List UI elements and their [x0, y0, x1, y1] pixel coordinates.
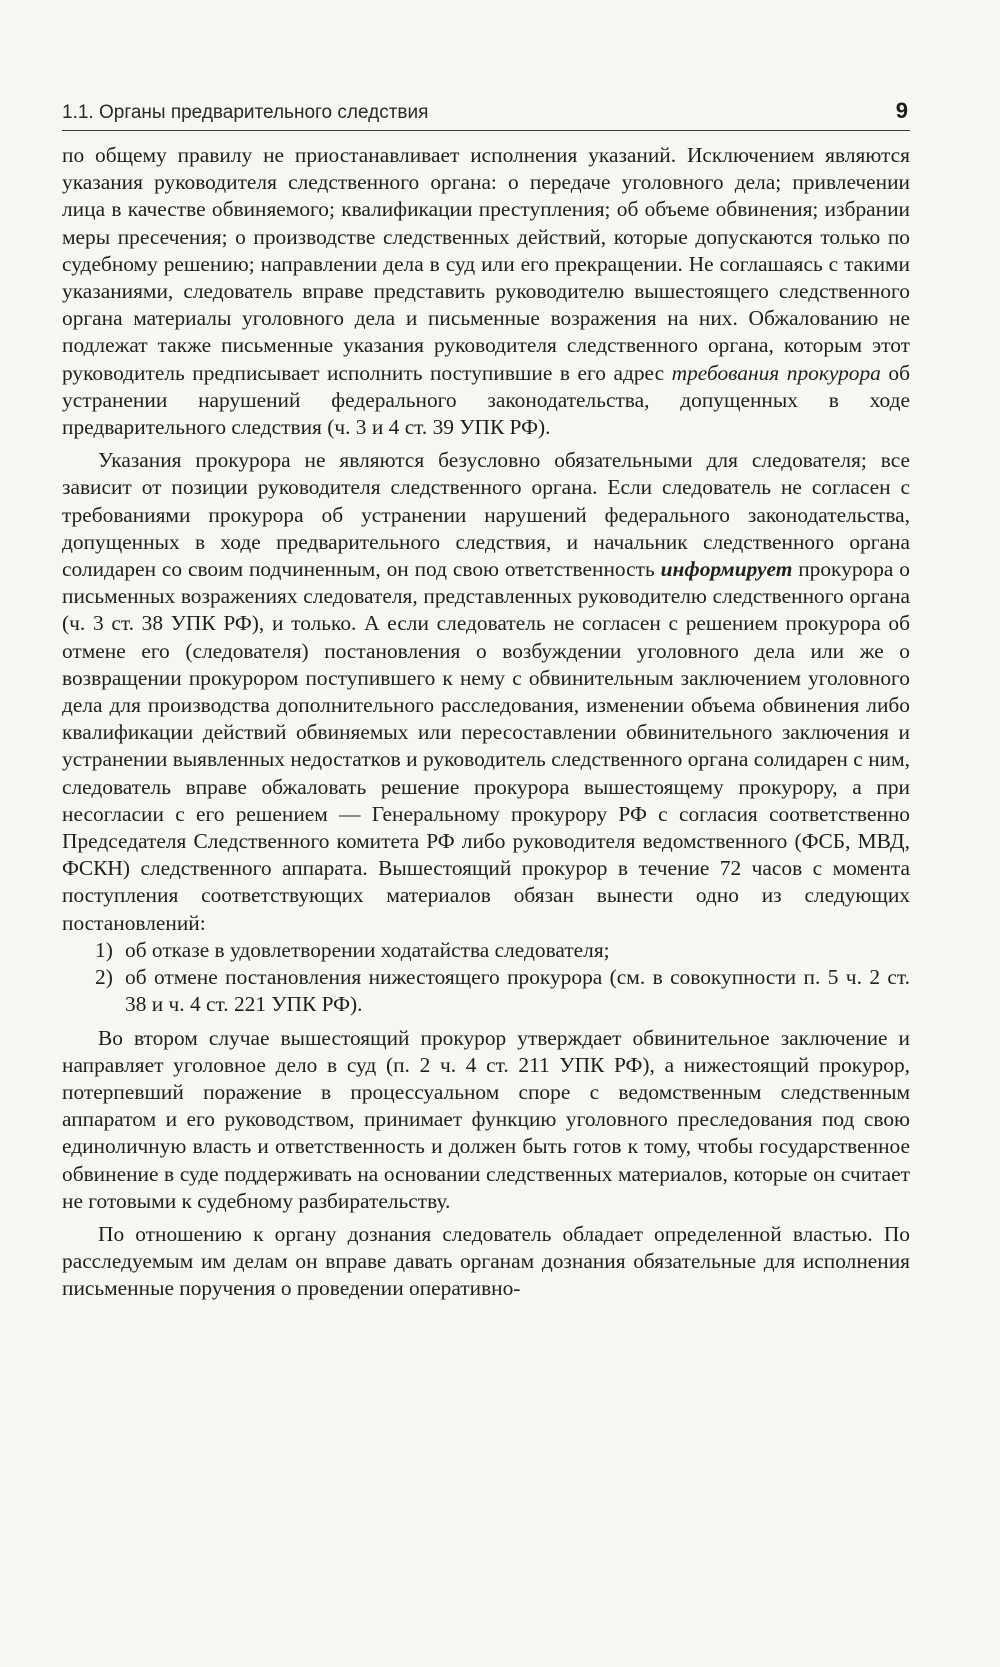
paragraph-text: прокурора о письменных возражениях следователя, представленных руководителю следственного органа (ч. 3 ст. 38 УПК РФ), и только. А если следователь не согласен с решением прокурора об отмене его (следователя) постановления о возбуждении уголовного дела или же о возвращении прокурором поступившего к нему с обвинительным заключением уголовного дела для производства дополнительного расследования, изменении объема обвинения либо квалификации действий обвиняемых или пересоставлении обвинительного заключения и устранении выявленных недостатков и руководитель следственного органа солидарен с ним, следователь вправе обжаловать решение прокурора вышестоящему прокурору, а при несогласии с его решением — Генеральному прокурору РФ с согласия соответственно Председателя Следственного комитета РФ либо руководителя ведомственного (ФСБ, МВД, ФСКН) следственного аппарата. Вышестоящий прокурор в течение 72 часов с момента поступления соответствующих материалов обязан вынести одно из следующих постановлений:: [62, 557, 910, 935]
page-number: 9: [895, 98, 908, 123]
paragraph-text: Указания прокурора не являются безусловно обязательными для следователя; все зависит от позиции руководителя следственного органа. Если следователь не согласен с требованиями прокурора об устранении нарушений федерального законодательства, допущенных в ходе предварительного следствия, и начальник следственного органа солидарен со своим подчиненным, он под свою ответственность: [62, 448, 910, 582]
list-item-number: 1): [95, 937, 113, 962]
list-item-number: 2): [95, 965, 113, 990]
section-title: 1.1. Органы предварительного следствия: [62, 102, 429, 123]
paragraph-text: об устранении нарушений федерального законодательства, допущенных в ходе предварительного следствия (ч. 3 и 4 ст. 39 УПК РФ).: [62, 360, 910, 440]
paragraph: [62, 447, 910, 937]
paragraph: Во втором случае вышестоящий прокурор утверждает обвинительное заключение и направляет уголовное дело в суд (п. 2 ч. 4 ст. 211 УПК РФ), а нижестоящий прокурор, потерпевший поражение в процессуальном споре с ведомственным следственным аппаратом и его руководством, принимает функцию уголовного преследования под свою единоличную власть и ответственность и должен быть готов к тому, чтобы государственное обвинение в суде поддерживать на основании следственных материалов, которые он считает не готовыми к судебному разбирательству.: [62, 1025, 910, 1213]
paragraph: По отношению к органу дознания следователь обладает определенной властью. По расследуемым им делам он вправе давать органам дознания обязательные для исполнения письменные поручения о проведении оперативно-: [62, 1221, 910, 1301]
list-item-text: об отмене постановления нижестоящего прокурора (см. в совокупности п. 5 ч. 2 ст. 38 и ч. 4 ст. 221 УПК РФ).: [125, 965, 910, 1017]
list-item-text: об отказе в удовлетворении ходатайства следователя;: [125, 937, 610, 962]
running-header: [62, 96, 910, 131]
emphasis-text: требования прокурора: [671, 360, 881, 385]
paragraph-text: по общему правилу не приостанавливает исполнения указаний. Исключением являются указания руководителя следственного органа: о передаче уголовного дела; привлечении лица в качестве обвиняемого; квалификации преступления; об объеме обвинения; избрании меры пресечения; о производстве следственных действий, которые допускаются только по судебному решению; направлении дела в суд или его прекращении. Не соглашаясь с такими указаниями, следователь вправе представить руководителю вышестоящего следственного органа материалы уголовного дела и письменные возражения на них. Обжалованию не подлежат также письменные указания руководителя следственного органа, которым этот руководитель предписывает исполнить поступившие в его адрес: [62, 143, 910, 385]
numbered-list: [62, 937, 910, 1019]
list-item: [62, 937, 910, 964]
list-item: [62, 964, 910, 1018]
paragraph-continuation: [62, 142, 910, 441]
emphasis-text: информирует: [660, 557, 793, 582]
body-text: [62, 142, 910, 1303]
